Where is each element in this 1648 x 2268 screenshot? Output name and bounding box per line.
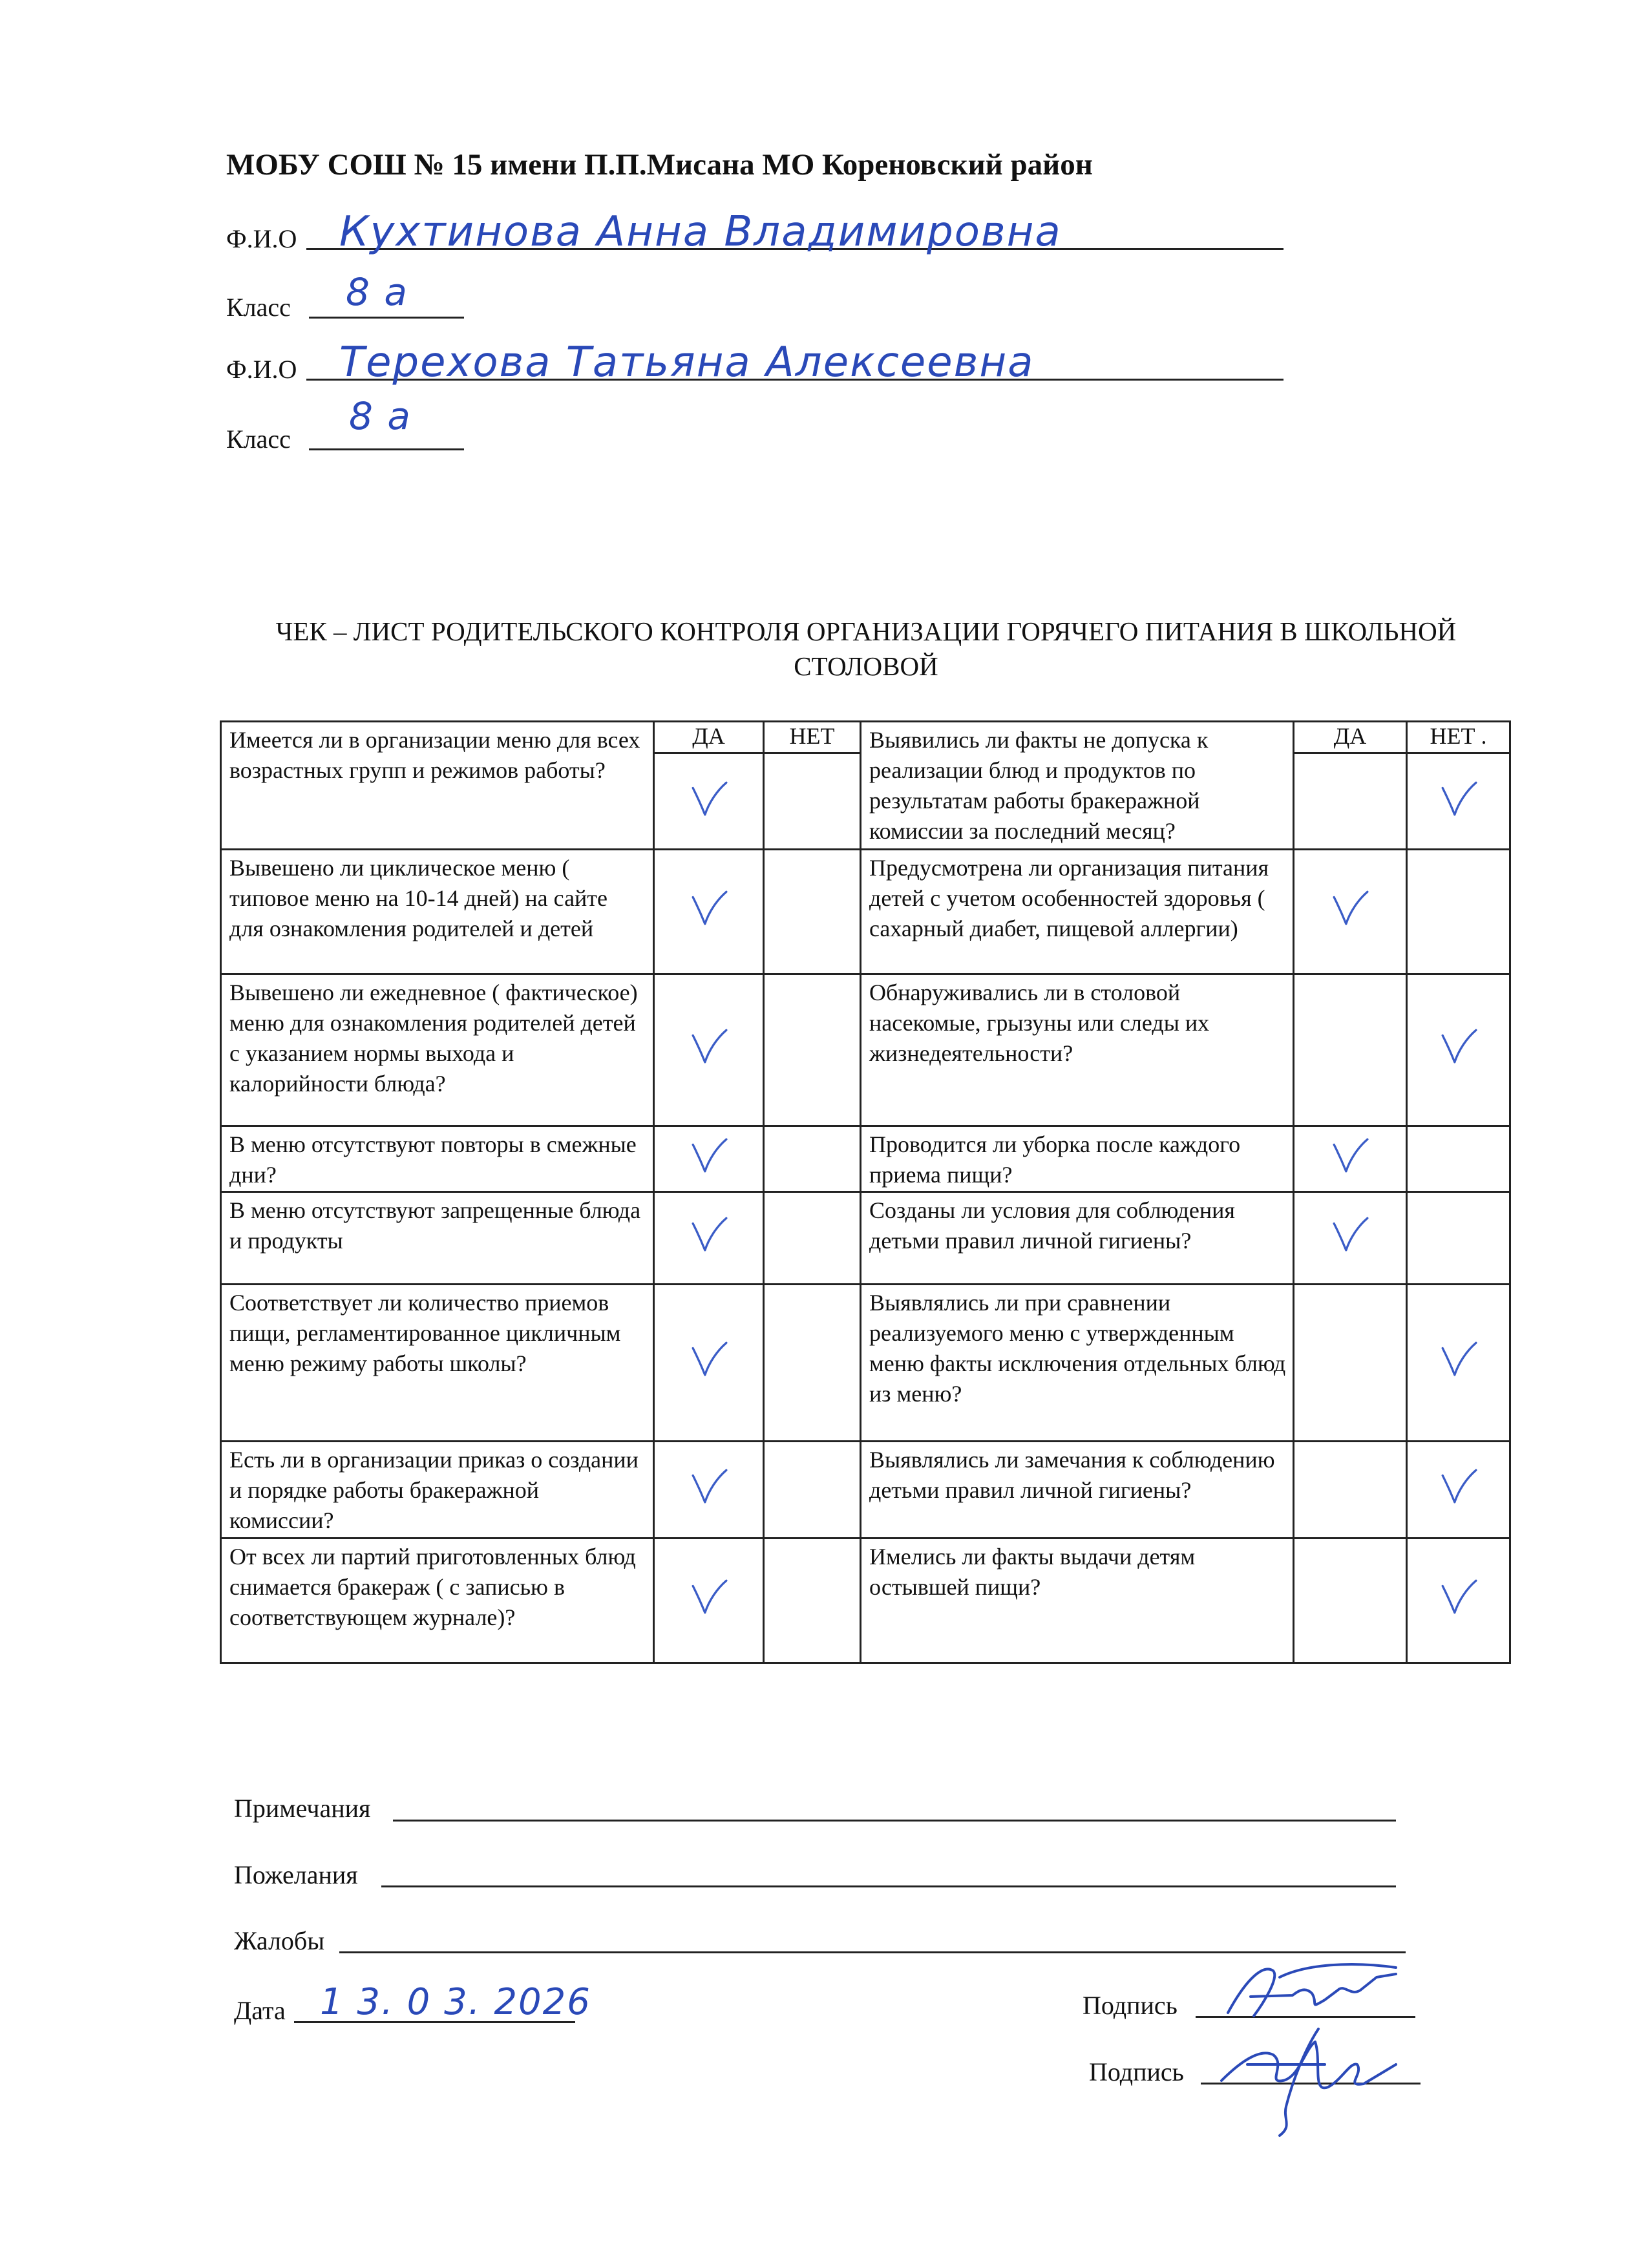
question-text: Есть ли в организации приказ о создании и порядке работы бракеражной комиссии? [229, 1447, 639, 1534]
date-value: 1 3. 0 3. 2026 [320, 1981, 591, 2023]
handwritten-signature [1202, 1951, 1435, 2145]
column-header-no: НЕТ . [1408, 722, 1509, 754]
table-row [221, 1284, 1510, 1442]
question-text: Вывешено ли циклическое меню ( типовое меню на 10-14 дней) на сайте для ознакомления родителей и детей [229, 854, 608, 941]
question-cell [221, 1126, 654, 1192]
class-line-1 [309, 317, 464, 319]
table-row [221, 722, 1510, 850]
question-cell [221, 1284, 654, 1442]
answer-yes-cell[interactable] [1294, 1192, 1407, 1284]
checkmark-icon [689, 1026, 729, 1066]
question-cell [861, 1192, 1294, 1284]
question-text: Выявлялись ли при сравнении реализуемого меню с утвержденным меню факты исключения отдельных блюд из меню? [869, 1289, 1286, 1407]
question-cell [221, 1442, 654, 1538]
answer-yes-cell[interactable] [1294, 849, 1407, 974]
answer-yes-cell[interactable] [654, 849, 764, 974]
answer-yes-cell[interactable] [1294, 1284, 1407, 1442]
answer-yes-cell[interactable] [654, 1538, 764, 1663]
signature-label-2: Подпись [1089, 2057, 1184, 2086]
answer-no-cell[interactable] [764, 1538, 861, 1663]
class-value-2: 8 а [349, 394, 412, 438]
answer-no-cell[interactable] [764, 849, 861, 974]
answer-no-cell[interactable] [1407, 1284, 1510, 1442]
checkmark-icon [689, 1214, 729, 1254]
answer-no-cell[interactable] [764, 1192, 861, 1284]
answer-no-cell[interactable] [764, 1284, 861, 1442]
checkmark-icon [1439, 1577, 1479, 1617]
question-cell [221, 974, 654, 1126]
question-text: Выявлялись ли замечания к соблюдению детьми правил личной гигиены? [869, 1447, 1275, 1504]
fio-label-1: Ф.И.О [226, 224, 297, 253]
checklist-table [220, 720, 1511, 1664]
table-row [221, 1442, 1510, 1538]
checkmark-icon [1330, 888, 1370, 928]
wishes-line [381, 1885, 1396, 1887]
checkmark-icon [689, 1339, 729, 1379]
answer-no-cell[interactable] [764, 722, 861, 850]
answer-yes-cell[interactable] [654, 722, 764, 850]
answer-yes-cell[interactable] [654, 1192, 764, 1284]
question-text: Предусмотрена ли организация питания детей с учетом особенностей здоровья ( сахарный диабет, пищевой аллергии) [869, 854, 1269, 941]
answer-no-cell[interactable] [1407, 849, 1510, 974]
answer-no-cell[interactable] [1407, 1126, 1510, 1192]
class-value-1: 8 а [346, 270, 408, 314]
answer-yes-cell[interactable] [654, 1442, 764, 1538]
checkmark-icon [1439, 1026, 1479, 1066]
checkmark-icon [1439, 1339, 1479, 1379]
answer-yes-cell[interactable] [654, 1284, 764, 1442]
checkmark-icon [1439, 779, 1479, 819]
answer-no-cell[interactable] [1407, 974, 1510, 1126]
answer-no-cell[interactable] [1407, 1442, 1510, 1538]
question-text: Выявились ли факты не допуска к реализации блюд и продуктов по результатам работы бракеражной комиссии за последний месяц? [869, 727, 1209, 844]
answer-yes-cell[interactable] [654, 974, 764, 1126]
answer-no-cell[interactable] [1407, 1538, 1510, 1663]
answer-yes-cell[interactable] [1294, 1538, 1407, 1663]
complaints-label: Жалобы [234, 1926, 325, 1955]
date-label: Дата [234, 1996, 286, 2025]
table-row [221, 1126, 1510, 1192]
question-text: Соответствует ли количество приемов пищи, регламентированное цикличным меню режиму работы школы? [229, 1289, 621, 1376]
question-cell [221, 722, 654, 850]
question-cell [861, 1284, 1294, 1442]
class-label-1: Класс [226, 293, 291, 322]
question-text: Имелись ли факты выдачи детям остывшей пищи? [869, 1544, 1196, 1601]
signature-label-1: Подпись [1083, 1991, 1178, 2020]
checkmark-icon [1439, 1466, 1479, 1506]
answer-yes-cell[interactable] [1294, 1442, 1407, 1538]
question-cell [861, 1538, 1294, 1663]
question-text: Созданы ли условия для соблюдения детьми правил личной гигиены? [869, 1197, 1235, 1254]
question-text: В меню отсутствуют повторы в смежные дни? [229, 1131, 637, 1188]
question-cell [861, 974, 1294, 1126]
answer-yes-cell[interactable] [1294, 1126, 1407, 1192]
class-label-2: Класс [226, 425, 291, 454]
class-line-2 [309, 448, 464, 450]
fio-value-1: Кухтинова Анна Владимировна [339, 208, 1062, 256]
question-text: В меню отсутствуют запрещенные блюда и продукты [229, 1197, 641, 1254]
table-row [221, 849, 1510, 974]
column-header-yes: ДА [655, 722, 763, 754]
checkmark-icon [689, 1466, 729, 1506]
checkmark-icon [689, 888, 729, 928]
checkmark-icon [689, 1577, 729, 1617]
table-row [221, 1192, 1510, 1284]
question-text: Проводится ли уборка после каждого приема пищи? [869, 1131, 1241, 1188]
table-row [221, 1538, 1510, 1663]
answer-yes-cell[interactable] [1294, 974, 1407, 1126]
checkmark-icon [1330, 1214, 1370, 1254]
question-cell [861, 1442, 1294, 1538]
question-text: Имеется ли в организации меню для всех возрастных групп и режимов работы? [229, 727, 640, 783]
answer-yes-cell[interactable] [1294, 722, 1407, 850]
answer-no-cell[interactable] [764, 1442, 861, 1538]
checklist-title: ЧЕК – ЛИСТ РОДИТЕЛЬСКОГО КОНТРОЛЯ ОРГАНИЗАЦИИ ГОРЯЧЕГО ПИТАНИЯ В ШКОЛЬНОЙ СТОЛОВОЙ [275, 616, 1457, 681]
fio-label-2: Ф.И.О [226, 355, 297, 384]
question-text: Вывешено ли ежедневное ( фактическое) меню для ознакомления родителей детей с указанием нормы выхода и калорийности блюда? [229, 979, 638, 1097]
answer-no-cell[interactable] [764, 1126, 861, 1192]
checkmark-icon [689, 1135, 729, 1175]
column-header-yes: ДА [1294, 722, 1406, 754]
question-text: Обнаруживались ли в столовой насекомые, грызуны или следы их жизнедеятельности? [869, 979, 1210, 1066]
question-cell [861, 849, 1294, 974]
question-cell [221, 849, 654, 974]
wishes-label: Пожелания [234, 1860, 358, 1889]
column-header-no: НЕТ [765, 722, 860, 754]
checkmark-icon [1330, 1135, 1370, 1175]
answer-no-cell[interactable] [764, 974, 861, 1126]
fio-value-2: Терехова Татьяна Алексеевна [339, 339, 1035, 386]
answer-no-cell[interactable] [1407, 722, 1510, 850]
answer-no-cell[interactable] [1407, 1192, 1510, 1284]
question-cell [861, 722, 1294, 850]
school-name: МОБУ СОШ № 15 имени П.П.Мисана МО Кореновский район [226, 148, 1093, 182]
question-text: От всех ли партий приготовленных блюд снимается бракераж ( с записью в соответствующем журнале)? [229, 1544, 636, 1631]
checkmark-icon [689, 779, 729, 819]
question-cell [221, 1192, 654, 1284]
table-row [221, 974, 1510, 1126]
answer-yes-cell[interactable] [654, 1126, 764, 1192]
notes-line [393, 1820, 1396, 1822]
question-cell [861, 1126, 1294, 1192]
notes-label: Примечания [234, 1794, 371, 1823]
question-cell [221, 1538, 654, 1663]
